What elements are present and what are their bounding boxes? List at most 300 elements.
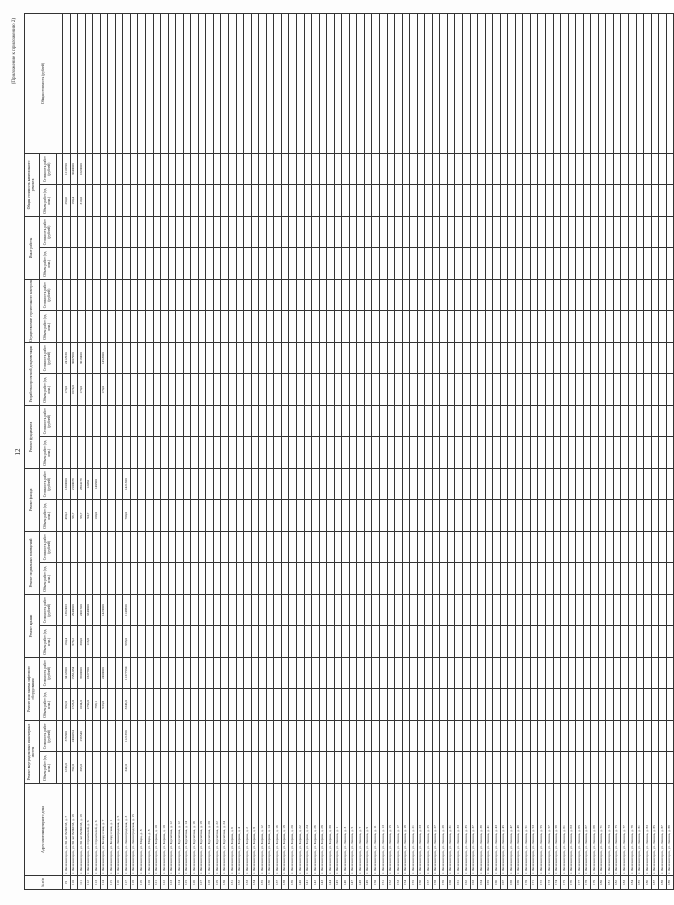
value-cell (478, 500, 486, 532)
value-cell (289, 185, 297, 217)
value-cell (161, 626, 169, 658)
value-cell (138, 594, 146, 626)
value-cell (266, 657, 274, 689)
value-cell (530, 374, 538, 406)
row-address: г. Железногорск, ул. Ленина, д. 49 (515, 784, 523, 876)
value-cell (523, 437, 531, 469)
value-cell (636, 437, 644, 469)
total-cell (78, 13, 86, 153)
value-cell (259, 279, 267, 311)
value-cell (123, 531, 131, 563)
value-cell (251, 153, 259, 185)
value-cell (108, 405, 116, 437)
header-row-number: № п/п (25, 876, 63, 890)
value-cell (538, 405, 546, 437)
value-cell (425, 689, 433, 721)
value-cell (342, 752, 350, 784)
row-address: г. Железногорск, ул. Ленина, д. 63 (568, 784, 576, 876)
value-cell (183, 531, 191, 563)
table-row (523, 13, 531, 889)
value-cell (85, 311, 93, 343)
total-cell (508, 13, 516, 153)
value-cell (629, 563, 637, 595)
value-cell (666, 279, 674, 311)
value-cell (500, 248, 508, 280)
value-cell (130, 720, 138, 752)
value-cell (432, 594, 440, 626)
value-cell (493, 689, 501, 721)
value-cell (606, 657, 614, 689)
value-cell (123, 405, 131, 437)
value-cell (236, 342, 244, 374)
value-cell (304, 216, 312, 248)
value-cell (455, 374, 463, 406)
value-cell (621, 500, 629, 532)
value-cell (613, 752, 621, 784)
total-cell (553, 13, 561, 153)
value-cell (478, 216, 486, 248)
header-group: Иные работы (25, 216, 40, 279)
value-cell (85, 437, 93, 469)
value-cell (281, 153, 289, 185)
value-cell (198, 279, 206, 311)
value-cell (130, 342, 138, 374)
row-address: г. Железногорск, ул. Ленина, д. 69 (591, 784, 599, 876)
row-address: г. Железногорск, ул. Ленина, д. 79 (629, 784, 637, 876)
value-cell (259, 216, 267, 248)
value-cell (379, 374, 387, 406)
header-address: Адрес многоквартирного дома (25, 784, 63, 876)
value-cell (93, 405, 101, 437)
value-cell (304, 405, 312, 437)
value-cell (274, 752, 282, 784)
value-cell (281, 563, 289, 595)
value-cell (319, 374, 327, 406)
value-cell (530, 531, 538, 563)
value-cell (402, 657, 410, 689)
value-cell (206, 342, 214, 374)
row-address: г. Железногорск, ул. Ленина, д. 85 (651, 784, 659, 876)
total-cell (417, 13, 425, 153)
value-cell (78, 531, 86, 563)
value-cell (591, 500, 599, 532)
value-cell (198, 657, 206, 689)
table-row (319, 13, 327, 889)
value-cell (130, 689, 138, 721)
value-cell (470, 500, 478, 532)
value-cell (244, 248, 252, 280)
row-address: г. Железногорск, ул. Ленина, д. 43 (493, 784, 501, 876)
value-cell (598, 500, 606, 532)
value-cell (455, 594, 463, 626)
value-cell (613, 311, 621, 343)
value-cell (553, 563, 561, 595)
value-cell (146, 563, 154, 595)
value-cell (447, 657, 455, 689)
value-cell (191, 279, 199, 311)
value-cell (523, 311, 531, 343)
value-cell (462, 657, 470, 689)
value-cell (357, 279, 365, 311)
value-cell (183, 248, 191, 280)
value-cell (402, 468, 410, 500)
value-cell (327, 752, 335, 784)
value-cell (493, 311, 501, 343)
value-cell (206, 594, 214, 626)
value-cell: 1827700 (85, 657, 93, 689)
value-cell (470, 689, 478, 721)
total-cell (334, 13, 342, 153)
value-cell: 1750,0 (85, 689, 93, 721)
value-cell (395, 311, 403, 343)
value-cell (274, 405, 282, 437)
value-cell (327, 468, 335, 500)
value-cell (259, 437, 267, 469)
total-cell (244, 13, 252, 153)
value-cell (576, 468, 584, 500)
value-cell (561, 374, 569, 406)
value-cell (402, 185, 410, 217)
value-cell (583, 752, 591, 784)
row-address: г. Железногорск, ул. Ленина, д. 47 (508, 784, 516, 876)
value-cell (349, 531, 357, 563)
value-cell (379, 216, 387, 248)
value-cell (281, 437, 289, 469)
value-cell (478, 248, 486, 280)
value-cell (410, 342, 418, 374)
value-cell (213, 437, 221, 469)
value-cell (319, 468, 327, 500)
value-cell (508, 563, 516, 595)
value-cell (213, 279, 221, 311)
value-cell (447, 216, 455, 248)
value-cell (659, 185, 667, 217)
value-cell (417, 311, 425, 343)
value-cell (561, 311, 569, 343)
total-cell (591, 13, 599, 153)
total-cell (236, 13, 244, 153)
row-number: 167 (500, 876, 508, 890)
value-cell (78, 405, 86, 437)
value-cell (146, 531, 154, 563)
value-cell (93, 720, 101, 752)
value-cell (357, 437, 365, 469)
value-cell (183, 153, 191, 185)
value-cell (455, 153, 463, 185)
value-cell (312, 468, 320, 500)
row-address: г. Железногорск, ул. Ленина, д. 81 (636, 784, 644, 876)
value-cell (523, 626, 531, 658)
total-cell (500, 13, 508, 153)
value-cell (455, 279, 463, 311)
value-cell (387, 153, 395, 185)
value-cell (568, 563, 576, 595)
value-cell (591, 563, 599, 595)
value-cell (342, 720, 350, 752)
value-cell (221, 563, 229, 595)
value-cell (266, 216, 274, 248)
value-cell (153, 153, 161, 185)
value-cell (63, 216, 71, 248)
value-cell (508, 185, 516, 217)
row-number: 184 (629, 876, 637, 890)
value-cell (372, 720, 380, 752)
value-cell (523, 752, 531, 784)
value-cell (606, 689, 614, 721)
table-row (236, 13, 244, 889)
value-cell (523, 500, 531, 532)
value-cell (153, 563, 161, 595)
value-cell (523, 185, 531, 217)
value-cell (410, 185, 418, 217)
value-cell (432, 153, 440, 185)
header-group: Ремонт внутридомовых инженерных систем (25, 720, 40, 783)
value-cell (462, 594, 470, 626)
value-cell (259, 311, 267, 343)
value-cell (651, 437, 659, 469)
row-number: 185 (636, 876, 644, 890)
value-cell (387, 500, 395, 532)
value-cell (319, 531, 327, 563)
table-row (100, 13, 108, 889)
value-cell: 1230,0 (63, 752, 71, 784)
value-cell (93, 752, 101, 784)
row-number: 143 (319, 876, 327, 890)
value-cell (629, 216, 637, 248)
value-cell (266, 626, 274, 658)
value-cell (598, 468, 606, 500)
value-cell (659, 626, 667, 658)
header-group: Ремонт или замена лифтового оборудования (25, 657, 40, 720)
value-cell (296, 248, 304, 280)
value-cell (372, 374, 380, 406)
value-cell (296, 311, 304, 343)
value-cell: 116,8 (85, 626, 93, 658)
row-number: 182 (613, 876, 621, 890)
value-cell (606, 468, 614, 500)
value-cell (485, 342, 493, 374)
row-address: г. Железногорск, ул. Ленинградская, д. 3 (123, 784, 131, 876)
table-row (183, 13, 191, 889)
value-cell (78, 216, 86, 248)
value-cell (100, 405, 108, 437)
value-cell (115, 437, 123, 469)
value-cell (349, 279, 357, 311)
value-cell (221, 594, 229, 626)
value-cell (508, 311, 516, 343)
value-cell (417, 279, 425, 311)
value-cell (274, 185, 282, 217)
value-cell (78, 279, 86, 311)
value-cell (327, 720, 335, 752)
row-address: г. Железногорск, ул. Курчатова, д. 14 (183, 784, 191, 876)
value-cell (108, 563, 116, 595)
value-cell (659, 374, 667, 406)
value-cell (553, 594, 561, 626)
value-cell (568, 531, 576, 563)
value-cell (312, 185, 320, 217)
value-cell (221, 752, 229, 784)
value-cell (613, 563, 621, 595)
value-cell (198, 468, 206, 500)
value-cell (659, 468, 667, 500)
value-cell (123, 248, 131, 280)
value-cell (183, 563, 191, 595)
value-cell (213, 405, 221, 437)
value-cell (530, 720, 538, 752)
value-cell (274, 594, 282, 626)
value-cell (146, 216, 154, 248)
value-cell (319, 563, 327, 595)
header-sub: Объем работ (ед. изм.) (40, 374, 57, 406)
value-cell (146, 437, 154, 469)
value-cell (183, 405, 191, 437)
total-cell (85, 13, 93, 153)
value-cell (229, 279, 237, 311)
value-cell (372, 185, 380, 217)
value-cell (478, 437, 486, 469)
table-row (455, 13, 463, 889)
value-cell (561, 342, 569, 374)
value-cell (432, 311, 440, 343)
value-cell (659, 752, 667, 784)
value-cell (281, 531, 289, 563)
value-cell (251, 531, 259, 563)
value-cell (138, 311, 146, 343)
value-cell (447, 279, 455, 311)
row-address: г. Железногорск, ул. Мира, д. 8 (138, 784, 146, 876)
value-cell (387, 594, 395, 626)
table-row (229, 13, 237, 889)
value-cell (357, 374, 365, 406)
value-cell (553, 405, 561, 437)
value-cell (508, 531, 516, 563)
value-cell (342, 563, 350, 595)
value-cell (161, 500, 169, 532)
value-cell (334, 626, 342, 658)
value-cell (100, 752, 108, 784)
table-row (478, 13, 486, 889)
value-cell (123, 153, 131, 185)
row-number: 165 (485, 876, 493, 890)
table-row (629, 13, 637, 889)
value-cell (462, 752, 470, 784)
value-cell (561, 563, 569, 595)
value-cell (485, 689, 493, 721)
value-cell (666, 689, 674, 721)
value-cell (432, 626, 440, 658)
value-cell (613, 594, 621, 626)
total-cell (357, 13, 365, 153)
row-number: 149 (364, 876, 372, 890)
value-cell (93, 248, 101, 280)
value-cell (410, 594, 418, 626)
value-cell (546, 279, 554, 311)
value-cell (591, 752, 599, 784)
value-cell (304, 657, 312, 689)
value-cell (644, 689, 652, 721)
value-cell (666, 626, 674, 658)
row-address: г. Железногорск, ул. Ленина, д. 13 (379, 784, 387, 876)
value-cell (85, 248, 93, 280)
value-cell (342, 468, 350, 500)
value-cell (304, 279, 312, 311)
total-cell (606, 13, 614, 153)
value-cell (583, 657, 591, 689)
value-cell (161, 594, 169, 626)
value-cell: 3340000 (85, 594, 93, 626)
row-address: г. Железногорск, ул. Ленина, д. 75 (613, 784, 621, 876)
value-cell (515, 657, 523, 689)
value-cell (70, 311, 78, 343)
row-number: 154 (402, 876, 410, 890)
header-sub: Стоимость работ (рублей) (40, 405, 57, 437)
value-cell (576, 342, 584, 374)
value-cell (364, 500, 372, 532)
value-cell (455, 657, 463, 689)
value-cell (319, 248, 327, 280)
row-address: г. Железногорск, ул. Ленина, д. 37 (470, 784, 478, 876)
value-cell (417, 689, 425, 721)
value-cell (183, 626, 191, 658)
table-row (372, 13, 380, 889)
value-cell (425, 311, 433, 343)
value-cell (183, 374, 191, 406)
value-cell (198, 153, 206, 185)
value-cell (568, 342, 576, 374)
value-cell (153, 342, 161, 374)
value-cell (576, 248, 584, 280)
value-cell (236, 248, 244, 280)
value-cell (659, 594, 667, 626)
value-cell (281, 689, 289, 721)
value-cell (629, 185, 637, 217)
value-cell (259, 752, 267, 784)
value-cell (176, 248, 184, 280)
row-number: 171 (530, 876, 538, 890)
value-cell (591, 657, 599, 689)
value-cell (274, 311, 282, 343)
value-cell (462, 689, 470, 721)
value-cell (312, 626, 320, 658)
value-cell (274, 216, 282, 248)
total-cell (327, 13, 335, 153)
value-cell (425, 626, 433, 658)
value-cell (387, 720, 395, 752)
value-cell (342, 594, 350, 626)
value-cell (576, 405, 584, 437)
value-cell (598, 342, 606, 374)
value-cell (93, 216, 101, 248)
value-cell (221, 374, 229, 406)
value-cell (485, 531, 493, 563)
value-cell (568, 626, 576, 658)
total-cell (63, 13, 71, 153)
value-cell (425, 437, 433, 469)
value-cell (591, 468, 599, 500)
value-cell (470, 374, 478, 406)
value-cell (425, 279, 433, 311)
row-number: 133 (244, 876, 252, 890)
value-cell (146, 279, 154, 311)
value-cell (191, 500, 199, 532)
value-cell (176, 531, 184, 563)
value-cell (621, 752, 629, 784)
value-cell (568, 468, 576, 500)
row-address: г. Железногорск, ул. Ленина, д. 65 (576, 784, 584, 876)
value-cell (470, 468, 478, 500)
value-cell (546, 531, 554, 563)
